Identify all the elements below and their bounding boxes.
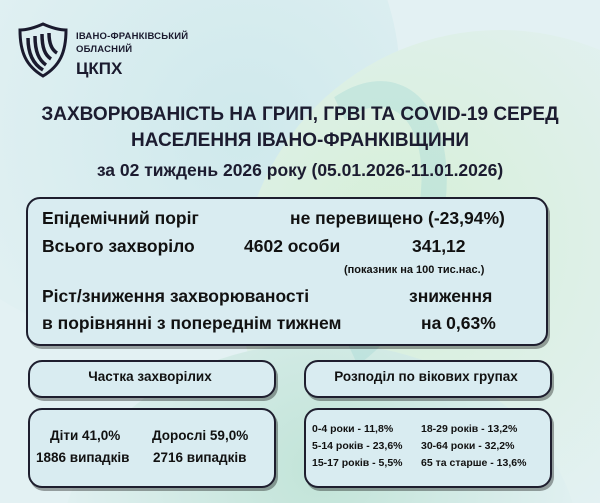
threshold-value: не перевищено (-23,94%) (290, 208, 505, 228)
trend-value-2: на 0,63% (421, 313, 496, 333)
trend-label-2: в порівнянні з попереднім тижнем (42, 313, 342, 333)
share-box (28, 408, 276, 488)
age-group-item: 18-29 років - 13,2% (421, 423, 518, 435)
children-cases: 1886 випадків (36, 450, 130, 465)
org-line-3: ЦКПХ (76, 59, 123, 78)
page-subtitle: за 02 тиждень 2026 року (05.01.2026-11.01.2026) (96, 160, 504, 180)
rate-note: (показник на 100 тис.нас.) (344, 264, 485, 276)
children-share: Діти 41,0% (50, 428, 121, 443)
age-group-item: 30-64 роки - 32,2% (421, 440, 515, 452)
age-title: Розподіл по вікових групах (334, 369, 518, 384)
org-name (76, 30, 188, 80)
total-rate: 341,12 (412, 236, 466, 256)
trend-label-1: Ріст/зниження захворюваності (42, 286, 310, 306)
shield-logo-icon (16, 22, 70, 78)
adults-cases: 2716 випадків (153, 450, 247, 465)
adults-share: Дорослі 59,0% (152, 428, 249, 443)
trend-value-1: зниження (409, 286, 493, 306)
threshold-label: Епідемічний поріг (42, 208, 199, 228)
org-line-1: ІВАНО-ФРАНКІВСЬКИЙ (76, 31, 189, 42)
total-count: 4602 особи (244, 236, 341, 256)
org-line-2: ОБЛАСНИЙ (76, 44, 133, 55)
share-title: Частка захворілих (88, 369, 212, 384)
page-title-line-2: НАСЕЛЕННЯ ІВАНО-ФРАНКІВЩИНИ (130, 130, 469, 151)
age-group-item: 15-17 років - 5,5% (312, 457, 403, 469)
age-group-item: 65 та старше - 13,6% (421, 457, 527, 469)
age-group-item: 5-14 років - 23,6% (312, 440, 403, 452)
total-label: Всього захворіло (42, 236, 195, 256)
page-title-line-1: ЗАХВОРЮВАНІСТЬ НА ГРИП, ГРВІ ТА COVID-19 СЕРЕД (41, 104, 559, 125)
age-group-item: 0-4 роки - 11,8% (312, 423, 394, 435)
